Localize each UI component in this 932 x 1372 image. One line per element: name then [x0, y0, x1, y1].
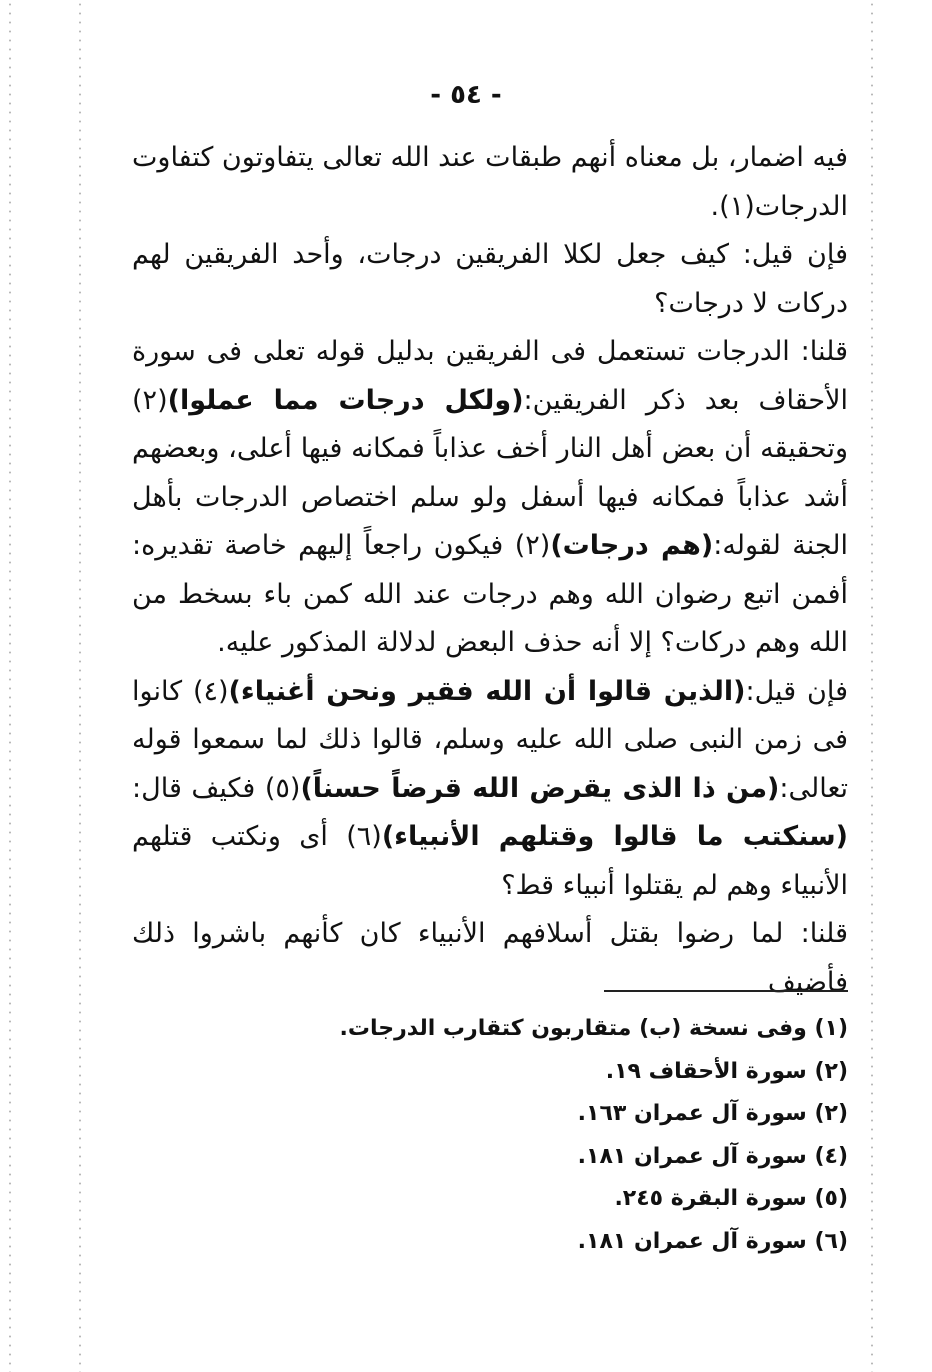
- paragraph-3-text-a: قلنا: الدرجات تستعمل فى الفريقين بدليل قوله تعلى فى سورة الأحقاف بعد ذكر الفريقين:: [132, 336, 848, 416]
- paragraph-3-text-c: (٢) فيكون راجعاً إليهم خاصة تقديره: أفمن اتبع رضوان الله وهم درجات عند الله كمن باء بسخط من الله وهم دركات؟ إلا أنه حذف البعض لدلالة المذكور عليه.: [132, 530, 848, 658]
- page-number: - ٥٤ -: [430, 80, 502, 110]
- quran-quote: (الذين قالوا أن الله فقير ونحن أغنياء): [228, 675, 746, 707]
- paragraph-2: فإن قيل: كيف جعل لكلا الفريقين درجات، وأحد الفريقين لهم دركات لا درجات؟: [132, 239, 848, 319]
- footnote-item: (٦) سورة آل عمران ١٨١.: [577, 1228, 848, 1254]
- paragraph-4: [132, 668, 848, 911]
- main-text: [132, 134, 848, 1007]
- scan-dot-column-right: [870, 0, 874, 1372]
- paragraph-4-text-a: فإن قيل:: [745, 675, 848, 707]
- paragraph-4-text-d: (٦) أى ونكتب قتلهم الأنبياء وهم لم يقتلوا أنبياء قط؟: [132, 821, 848, 901]
- paragraph-3: [132, 328, 848, 668]
- footnote-item: (١) وفى نسخة (ب) متقاربون كتقارب الدرجات.: [339, 1016, 848, 1041]
- scan-dot-column-left: [8, 0, 12, 1372]
- footnotes: [300, 1008, 848, 1263]
- scan-dot-column-left-inner: [78, 0, 82, 1372]
- quran-quote: (هم درجات): [550, 530, 714, 561]
- footnote-item: (٢) سورة الأحقاف ١٩.: [605, 1058, 848, 1084]
- paragraph-4-text-c: (٥) فكيف قال:: [132, 772, 301, 804]
- footnote-separator: [604, 990, 848, 992]
- footnote-item: (٤) سورة آل عمران ١٨١.: [577, 1143, 848, 1169]
- paragraph-3-text-b: (٢) وتحقيقه أن بعض أهل النار أخف عذاباً فمكانه فيها أعلى، وبعضهم أشد عذاباً فمكانه فيها أسفل ولو سلم اختصاص الدرجات بأهل الجنة لقوله:: [132, 384, 849, 561]
- quran-quote: (من ذا الذى يقرض الله قرضاً حسناً): [300, 772, 780, 804]
- footnote-item: (٥) سورة البقرة ٢٤٥.: [614, 1186, 848, 1211]
- paragraph-5: قلنا: لما رضوا بقتل أسلافهم الأنبياء كان كأنهم باشروا ذلك فأضيف: [132, 918, 848, 998]
- quran-quote: (سنكتب ما قالوا وقتلهم الأنبياء): [381, 821, 849, 852]
- footnote-item: (٢) سورة آل عمران ١٦٣.: [577, 1101, 848, 1126]
- paragraph-1: فيه اضمار، بل معناه أنهم طبقات عند الله تعالى يتفاوتون كتفاوت الدرجات(١).: [131, 142, 848, 222]
- paragraph-4-text-b: (٤) كانوا فى زمن النبى صلى الله عليه وسلم، قالوا ذلك لما سمعوا قوله تعالى:: [132, 675, 848, 804]
- quran-quote: (ولكل درجات مما عملوا): [167, 384, 524, 416]
